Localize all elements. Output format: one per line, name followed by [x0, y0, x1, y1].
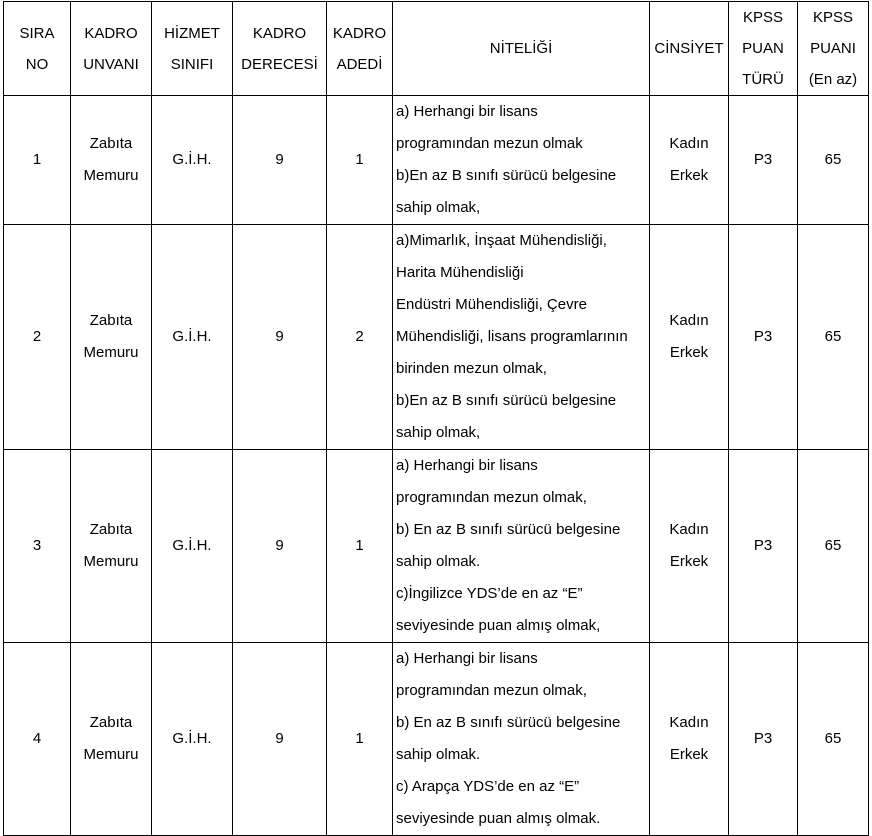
cell-hizmet-sinifi: G.İ.H.	[152, 450, 233, 643]
header-niteligi: NİTELİĞİ	[393, 2, 650, 96]
cell-cinsiyet: Kadın Erkek	[650, 225, 729, 450]
cell-kadro-unvani: Zabıta Memuru	[71, 225, 152, 450]
cell-kpss-puan-turu: P3	[729, 643, 798, 836]
table-row	[4, 643, 869, 836]
cell-kadro-adedi: 1	[327, 450, 393, 643]
cell-kpss-puani: 65	[798, 643, 869, 836]
kadro-table	[3, 1, 869, 836]
cell-cinsiyet: Kadın Erkek	[650, 96, 729, 225]
cell-sira-no: 4	[4, 643, 71, 836]
header-row	[4, 2, 869, 96]
cell-niteligi: a) Herhangi bir lisans programından mezun olmak, b) En az B sınıfı sürücü belgesine sahip olmak. c)İngilizce YDS’de en az “E” seviyesinde puan almış olmak,	[393, 450, 650, 643]
header-kadro-adedi: KADRO ADEDİ	[327, 2, 393, 96]
header-sira-no: SIRA NO	[4, 2, 71, 96]
cell-kpss-puan-turu: P3	[729, 450, 798, 643]
cell-kadro-adedi: 1	[327, 96, 393, 225]
header-kadro-unvani: KADRO UNVANI	[71, 2, 152, 96]
cell-kadro-derecesi: 9	[233, 96, 327, 225]
table-row	[4, 225, 869, 450]
cell-kadro-derecesi: 9	[233, 225, 327, 450]
table-row	[4, 96, 869, 225]
cell-kadro-unvani: Zabıta Memuru	[71, 450, 152, 643]
cell-kadro-derecesi: 9	[233, 450, 327, 643]
cell-kadro-unvani: Zabıta Memuru	[71, 643, 152, 836]
cell-cinsiyet: Kadın Erkek	[650, 643, 729, 836]
cell-cinsiyet: Kadın Erkek	[650, 450, 729, 643]
cell-kpss-puani: 65	[798, 225, 869, 450]
cell-sira-no: 3	[4, 450, 71, 643]
cell-kadro-adedi: 2	[327, 225, 393, 450]
cell-kpss-puani: 65	[798, 450, 869, 643]
cell-kpss-puani: 65	[798, 96, 869, 225]
header-kpss-puan-turu: KPSS PUAN TÜRÜ	[729, 2, 798, 96]
cell-sira-no: 1	[4, 96, 71, 225]
cell-kadro-unvani: Zabıta Memuru	[71, 96, 152, 225]
header-hizmet-sinifi: HİZMET SINIFI	[152, 2, 233, 96]
cell-kadro-derecesi: 9	[233, 643, 327, 836]
header-kadro-derecesi: KADRO DERECESİ	[233, 2, 327, 96]
cell-kpss-puan-turu: P3	[729, 96, 798, 225]
cell-niteligi: a) Herhangi bir lisans programından mezun olmak b)En az B sınıfı sürücü belgesine sahip olmak,	[393, 96, 650, 225]
table-row	[4, 450, 869, 643]
header-kpss-puani: KPSS PUANI (En az)	[798, 2, 869, 96]
cell-kadro-adedi: 1	[327, 643, 393, 836]
cell-niteligi: a)Mimarlık, İnşaat Mühendisliği, Harita Mühendisliği Endüstri Mühendisliği, Çevre Mühendisliği, lisans programlarının birinden mezun olmak, b)En az B sınıfı sürücü belgesine sahip olmak,	[393, 225, 650, 450]
cell-sira-no: 2	[4, 225, 71, 450]
cell-hizmet-sinifi: G.İ.H.	[152, 96, 233, 225]
cell-hizmet-sinifi: G.İ.H.	[152, 643, 233, 836]
cell-kpss-puan-turu: P3	[729, 225, 798, 450]
cell-niteligi: a) Herhangi bir lisans programından mezun olmak, b) En az B sınıfı sürücü belgesine sahip olmak. c) Arapça YDS’de en az “E” seviyesinde puan almış olmak.	[393, 643, 650, 836]
cell-hizmet-sinifi: G.İ.H.	[152, 225, 233, 450]
header-cinsiyet: CİNSİYET	[650, 2, 729, 96]
